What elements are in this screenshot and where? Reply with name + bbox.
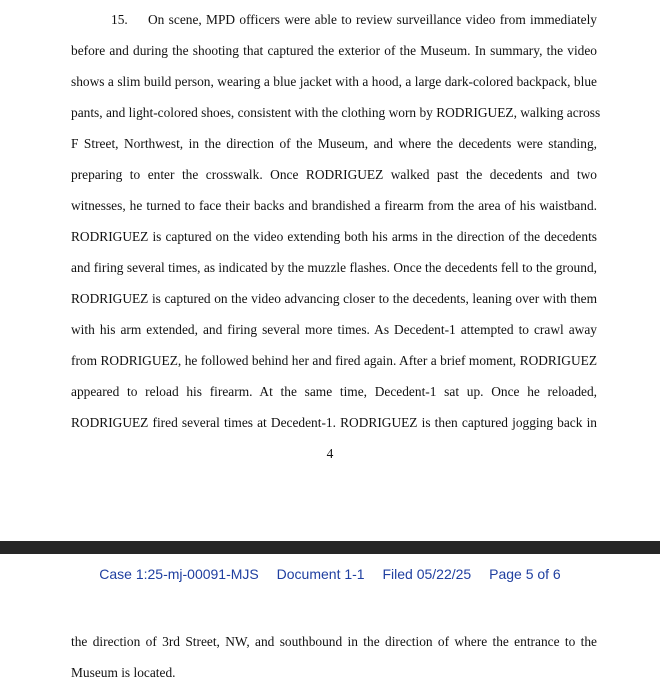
paragraph-line: the direction of 3rd Street, NW, and southbound in the direction of where the entrance to the [71, 634, 597, 649]
paragraph-line: preparing to enter the crosswalk. Once RODRIGUEZ walked past the decedents and two [71, 167, 597, 182]
page-separator [0, 541, 660, 554]
case-header [0, 563, 660, 585]
paragraph-line: F Street, Northwest, in the direction of the Museum, and where the decedents were standing, [71, 136, 597, 151]
paragraph-line: and firing several times, as indicated by the muzzle flashes. Once the decedents fell to the ground, [71, 260, 597, 275]
paragraph-number: 15. [111, 12, 128, 27]
paragraph-line-text: On scene, MPD officers were able to review surveillance video from immediately [148, 12, 597, 27]
paragraph-line: RODRIGUEZ fired several times at Decedent-1. RODRIGUEZ is then captured jogging back in [71, 415, 597, 430]
filed-date: Filed 05/22/25 [382, 566, 472, 582]
paragraph-line: with his arm extended, and firing several more times. As Decedent-1 attempted to crawl away [71, 322, 597, 337]
paragraph-line [111, 10, 597, 30]
paragraph-line: RODRIGUEZ is captured on the video advancing closer to the decedents, leaning over with them [71, 291, 597, 306]
paragraph-line: RODRIGUEZ is captured on the video extending both his arms in the direction of the decedents [71, 229, 597, 244]
paragraph-line: from RODRIGUEZ, he followed behind her and fired again. After a brief moment, RODRIGUEZ [71, 353, 597, 368]
document-number: Document 1-1 [276, 566, 365, 582]
paragraph-line: witnesses, he turned to face their backs and brandished a firearm from the area of his waistband. [71, 198, 597, 213]
paragraph-line: before and during the shooting that captured the exterior of the Museum. In summary, the video [71, 43, 597, 58]
page-indicator: Page 5 of 6 [489, 566, 561, 582]
paragraph-line: Museum is located. [71, 665, 176, 680]
paragraph-line: shows a slim build person, wearing a blue jacket with a hood, a large dark-colored backpack, blue [71, 74, 597, 89]
paragraph-line: pants, and light-colored shoes, consistent with the clothing worn by RODRIGUEZ, walking across [71, 105, 601, 120]
case-number: Case 1:25-mj-00091-MJS [99, 566, 259, 582]
page-number: 4 [326, 446, 334, 461]
paragraph-line: appeared to reload his firearm. At the same time, Decedent-1 sat up. Once he reloaded, [71, 384, 597, 399]
